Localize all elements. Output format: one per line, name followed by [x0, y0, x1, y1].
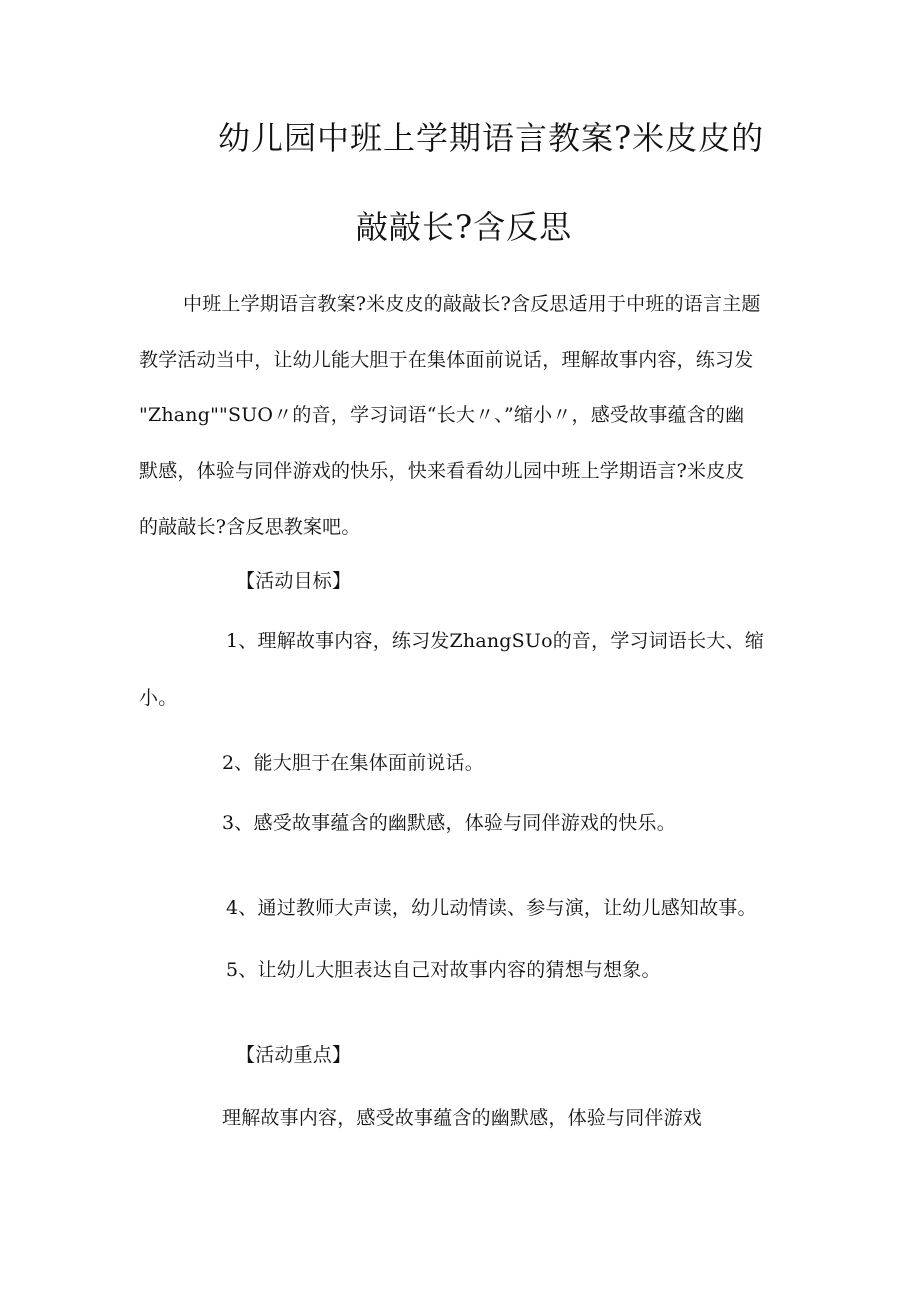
goal-2: 2、能大胆于在集体面前说话。 — [222, 752, 484, 774]
title-line-1: 幼儿园中班上学期语言教案?米皮皮的 — [218, 119, 765, 157]
intro-line-1: 中班上学期语言教案?米皮皮的敲敲长?含反思适用于中班的语言主题 — [183, 293, 761, 315]
goal-1-line-2: 小。 — [139, 687, 178, 709]
intro-line-2: 教学活动当中，让幼儿能大胆于在集体面前说话，理解故事内容，练习发 — [139, 349, 754, 371]
goal-3: 3、感受故事蕴含的幽默感，体验与同伴游戏的快乐。 — [222, 812, 676, 834]
intro-line-5: 的敲敲长?含反思教案吧。 — [139, 516, 361, 538]
goal-4: 4、通过教师大声读，幼儿动情读、参与演，让幼儿感知故事。 — [226, 897, 757, 919]
goal-1-line-1: 1、理解故事内容，练习发ZhangSUo的音，学习词语长大、缩 — [226, 630, 764, 652]
key-heading: 【活动重点】 — [236, 1044, 352, 1066]
goal-5: 5、让幼儿大胆表达自己对故事内容的猜想与想象。 — [226, 959, 661, 981]
intro-line-4: 默感，体验与同伴游戏的快乐，快来看看幼儿园中班上学期语言?米皮皮 — [139, 460, 745, 482]
title-line-2: 敲敲长?含反思 — [356, 208, 573, 246]
key-text: 理解故事内容，感受故事蕴含的幽默感，体验与同伴游戏 — [222, 1107, 703, 1129]
intro-line-3: "Zhang""SUO〃的音，学习词语“长大〃、”缩小〃，感受故事蕴含的幽 — [139, 404, 745, 426]
goals-heading: 【活动目标】 — [236, 570, 352, 592]
